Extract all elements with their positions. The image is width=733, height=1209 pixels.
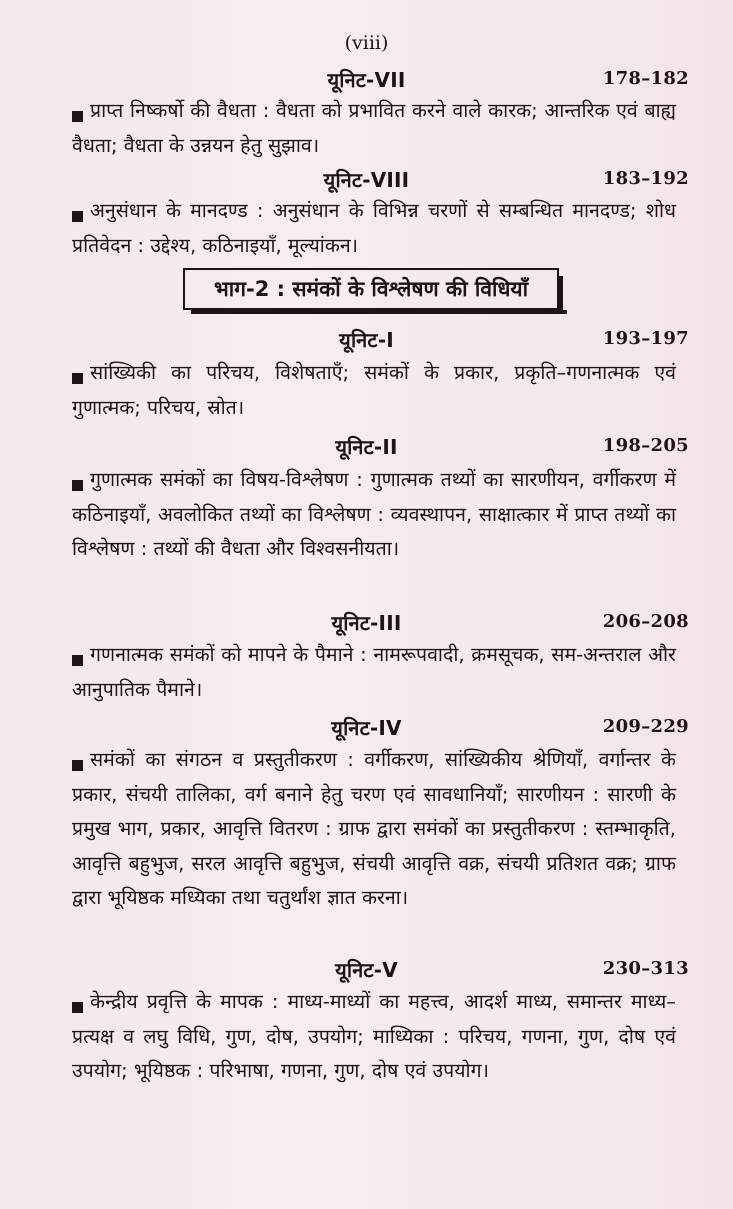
- unit-page-range: 183–192: [602, 168, 689, 189]
- unit-page-range: 178–182: [602, 68, 689, 89]
- unit-description: समंकों का संगठन व प्रस्तुतीकरण : वर्गीकरण, सांख्यिकीय श्रेणियाँ, वर्गान्तर के प्रकार, संचयी तालिका, वर्ग बनाने हेतु चरण एवं सावधानियाँ; सारणीयन : सारणी के प्रमुख भाग, प्रकार, आवृत्ति वितरण : ग्राफ द्वारा समंकों का प्रस्तुतीकरण : स्तम्भाकृति, आवृत्ति बहुभुज, सरल आवृत्ति बहुभुज, संचयी आवृत्ति वक्र, संचयी प्रतिशत वक्र; ग्राफ द्वारा भूयिष्ठक मध्यिका तथा चतुर्थांश ज्ञात करना।: [72, 748, 676, 910]
- page-number: (viii): [344, 32, 389, 54]
- unit-heading: [0, 433, 733, 463]
- unit-title: यूनिट-V: [335, 958, 398, 982]
- unit-page-range: 206–208: [602, 611, 689, 632]
- unit-page-range: 193–197: [602, 328, 689, 349]
- unit-heading: [0, 609, 733, 639]
- unit-heading: [0, 66, 733, 96]
- unit-heading: [0, 956, 733, 986]
- unit-page-range: 230–313: [602, 958, 689, 979]
- unit-page-range: 209–229: [602, 716, 689, 737]
- unit-description: प्राप्त निष्कर्षो की वैधता : वैधता को प्रभावित करने वाले कारक; आन्तरिक एवं बाह्य वैधता; वैधता के उन्नयन हेतु सुझाव।: [72, 99, 676, 157]
- unit-page-range: 198–205: [602, 435, 689, 456]
- unit-description: अनुसंधान के मानदण्ड : अनुसंधान के विभिन्न चरणों से सम्बन्धित मानदण्ड; शोध प्रतिवेदन : उद्देश्य, कठिनाइयाँ, मूल्यांकन।: [72, 199, 676, 257]
- unit-title: यूनिट-III: [331, 611, 402, 635]
- unit-title: यूनिट-II: [335, 435, 398, 459]
- unit-title: यूनिट-VII: [327, 68, 406, 92]
- unit-description: केन्द्रीय प्रवृत्ति के मापक : माध्य-माध्यों का महत्त्व, आदर्श माध्य, समान्तर माध्य–प्रत्यक्ष व लघु विधि, गुण, दोष, उपयोग; माध्यिका : परिचय, गणना, गुण, दोष एवं उपयोग; भूयिष्ठक : परिभाषा, गणना, गुण, दोष एवं उपयोग।: [72, 990, 676, 1083]
- unit-heading: [0, 714, 733, 744]
- unit-description: गणनात्मक समंकों को मापने के पैमाने : नामरूपवादी, क्रमसूचक, सम-अन्तराल और आनुपातिक पैमाने।: [72, 643, 676, 701]
- unit-heading: [0, 326, 733, 356]
- unit-title: यूनिट-VIII: [323, 168, 410, 192]
- unit-description: गुणात्मक समंकों का विषय-विश्लेषण : गुणात्मक तथ्यों का सारणीयन, वर्गीकरण में कठिनाइयाँ, अवलोकित तथ्यों का विश्लेषण : व्यवस्थापन, साक्षात्कार में प्राप्त तथ्यों का विश्लेषण : तथ्यों की वैधता और विश्वसनीयता।: [72, 468, 676, 561]
- unit-title: यूनिट-I: [339, 328, 394, 352]
- unit-description: सांख्यिकी का परिचय, विशेषताएँ; समंकों के प्रकार, प्रकृति–गणनात्मक एवं गुणात्मक; परिचय, स्रोत।: [72, 361, 676, 419]
- unit-heading: [0, 166, 733, 196]
- part-heading-box: भाग-2 : समंकों के विश्लेषण की विधियाँ: [183, 268, 559, 310]
- unit-title: यूनिट-IV: [331, 716, 402, 740]
